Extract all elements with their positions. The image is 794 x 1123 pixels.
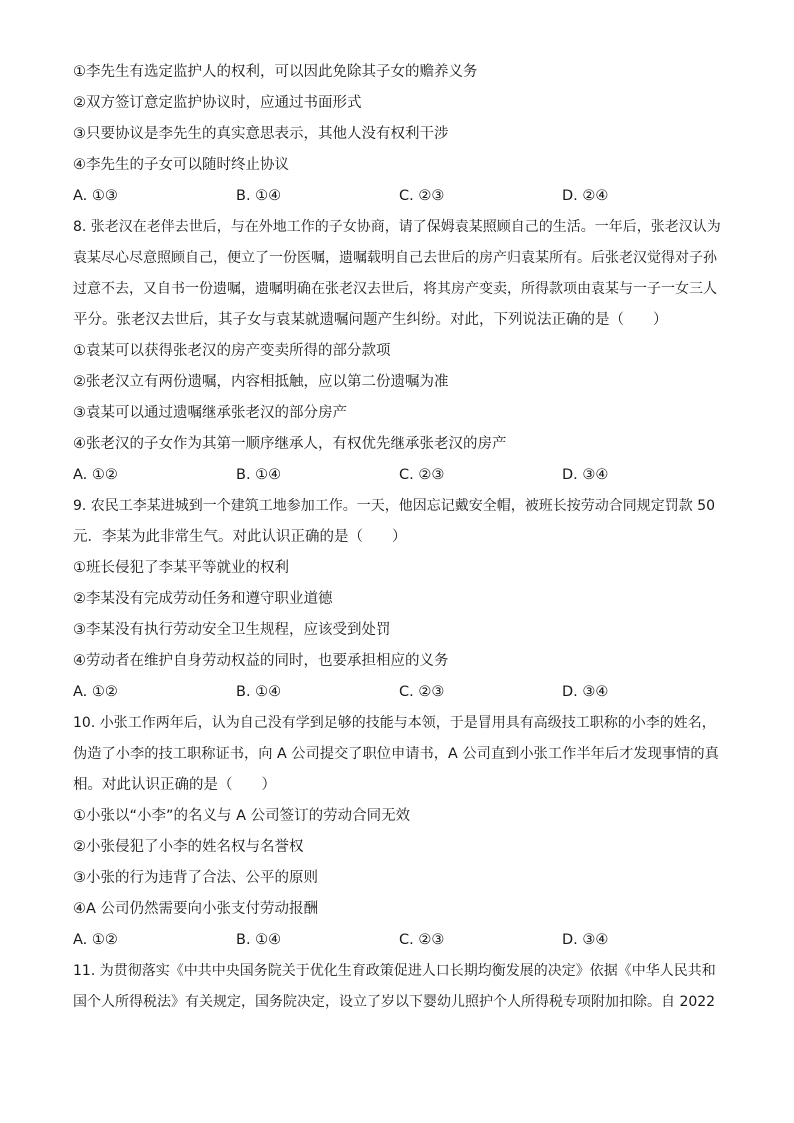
q10-stem-line-1: 10. 小张工作两年后，认为自己没有学到足够的技能与本领，于是冒用具有高级技工职称的小李的姓名， <box>73 715 716 731</box>
q7-statement-4: ④李先生的子女可以随时终止协议 <box>73 157 289 173</box>
q10-option-a: A. ①② <box>73 932 118 948</box>
q10-option-c: C. ②③ <box>399 932 445 948</box>
q8-option-c: C. ②③ <box>399 467 445 483</box>
q8-stem-line-1: 8. 张老汉在老伴去世后，与在外地工作的子女协商，请了保姆袁某照顾自己的生活。一年后，张老汉认为 <box>73 219 721 235</box>
question-10 <box>73 713 723 950</box>
q8-stem-line-4: 平分。张老汉去世后，其子女与袁某就遗嘱问题产生纠纷。对此，下列说法正确的是（ ） <box>73 312 668 328</box>
q7-option-d: D. ②④ <box>562 188 609 204</box>
q8-option-a: A. ①② <box>73 467 118 483</box>
q11-stem-line-1: 11. 为贯彻落实《中共中央国务院关于优化生育政策促进人口长期均衡发展的决定》依据《中华人民共和 <box>73 963 716 979</box>
q10-statement-2: ②小张侵犯了小李的姓名权与名誉权 <box>73 839 304 855</box>
q9-statement-2: ②李某没有完成劳动任务和遵守职业道德 <box>73 591 333 607</box>
q7-option-b: B. ①④ <box>236 188 282 204</box>
q9-statement-1: ①班长侵犯了李某平等就业的权利 <box>73 560 289 576</box>
q10-option-b: B. ①④ <box>236 932 282 948</box>
q9-option-a: A. ①② <box>73 684 118 700</box>
q9-stem-line-2: 元．李某为此非常生气。对此认识正确的是（ ） <box>73 529 407 545</box>
q7-option-a: A. ①③ <box>73 188 118 204</box>
q9-statement-3: ③李某没有执行劳动安全卫生规程，应该受到处罚 <box>73 622 391 638</box>
question-9 <box>73 496 723 702</box>
q8-statement-1: ①袁某可以获得张老汉的房产变卖所得的部分款项 <box>73 343 391 359</box>
q10-options <box>73 930 723 950</box>
q9-stem-line-1: 9. 农民工李某进城到一个建筑工地参加工作。一天，他因忘记戴安全帽，被班长按劳动合同规定罚款 50 <box>73 498 716 514</box>
q9-options <box>73 682 723 702</box>
q8-statement-3: ③袁某可以通过遗嘱继承张老汉的部分房产 <box>73 405 347 421</box>
q9-option-c: C. ②③ <box>399 684 445 700</box>
q7-statement-3: ③只要协议是李先生的真实意思表示，其他人没有权利干涉 <box>73 126 449 142</box>
exam-page <box>73 62 723 1023</box>
q9-option-b: B. ①④ <box>236 684 282 700</box>
q8-option-b: B. ①④ <box>236 467 282 483</box>
q8-stem-line-2: 袁某尽心尽意照顾自己，便立了一份医嘱，遗嘱载明自己去世后的房产归袁某所有。后张老汉觉得对子孙 <box>73 250 717 266</box>
q10-statement-4: ④A 公司仍然需要向小张支付劳动报酬 <box>73 901 319 917</box>
q8-statement-4: ④张老汉的子女作为其第一顺序继承人，有权优先继承张老汉的房产 <box>73 436 507 452</box>
q7-option-c: C. ②③ <box>399 188 445 204</box>
question-11 <box>73 961 723 1012</box>
q7-statement-1: ①李先生有选定监护人的权利，可以因此免除其子女的赡养义务 <box>73 64 478 80</box>
q8-options <box>73 465 723 485</box>
q7-statement-2: ②双方签订意定监护协议时，应通过书面形式 <box>73 95 362 111</box>
q8-statement-2: ②张老汉立有两份遗嘱，内容相抵触，应以第二份遗嘱为准 <box>73 374 449 390</box>
question-8 <box>73 217 723 485</box>
q8-stem-line-3: 过意不去，又自书一份遗嘱，遗嘱明确在张老汉去世后，将其房产变卖，所得款项由袁某与一子一女三人 <box>73 281 717 297</box>
q10-stem-line-2: 伪造了小李的技工职称证书，向 A 公司提交了职位申请书，A 公司直到小张工作半年后才发现事情的真 <box>73 746 719 762</box>
q10-option-d: D. ③④ <box>562 932 609 948</box>
q10-statement-3: ③小张的行为违背了合法、公平的原则 <box>73 870 318 886</box>
q10-stem-line-3: 相。对此认识正确的是（ ） <box>73 777 276 793</box>
q9-option-d: D. ③④ <box>562 684 609 700</box>
q10-statement-1: ①小张以“小李”的名义与 A 公司签订的劳动合同无效 <box>73 808 411 824</box>
q8-option-d: D. ③④ <box>562 467 609 483</box>
q9-statement-4: ④劳动者在维护自身劳动权益的同时，也要承担相应的义务 <box>73 653 449 669</box>
q7-options <box>73 186 723 206</box>
question-7 <box>73 62 723 206</box>
q11-stem-line-2: 国个人所得税法》有关规定，国务院决定，设立了岁以下婴幼儿照护个人所得税专项附加扣除。自 2022 <box>73 994 716 1010</box>
